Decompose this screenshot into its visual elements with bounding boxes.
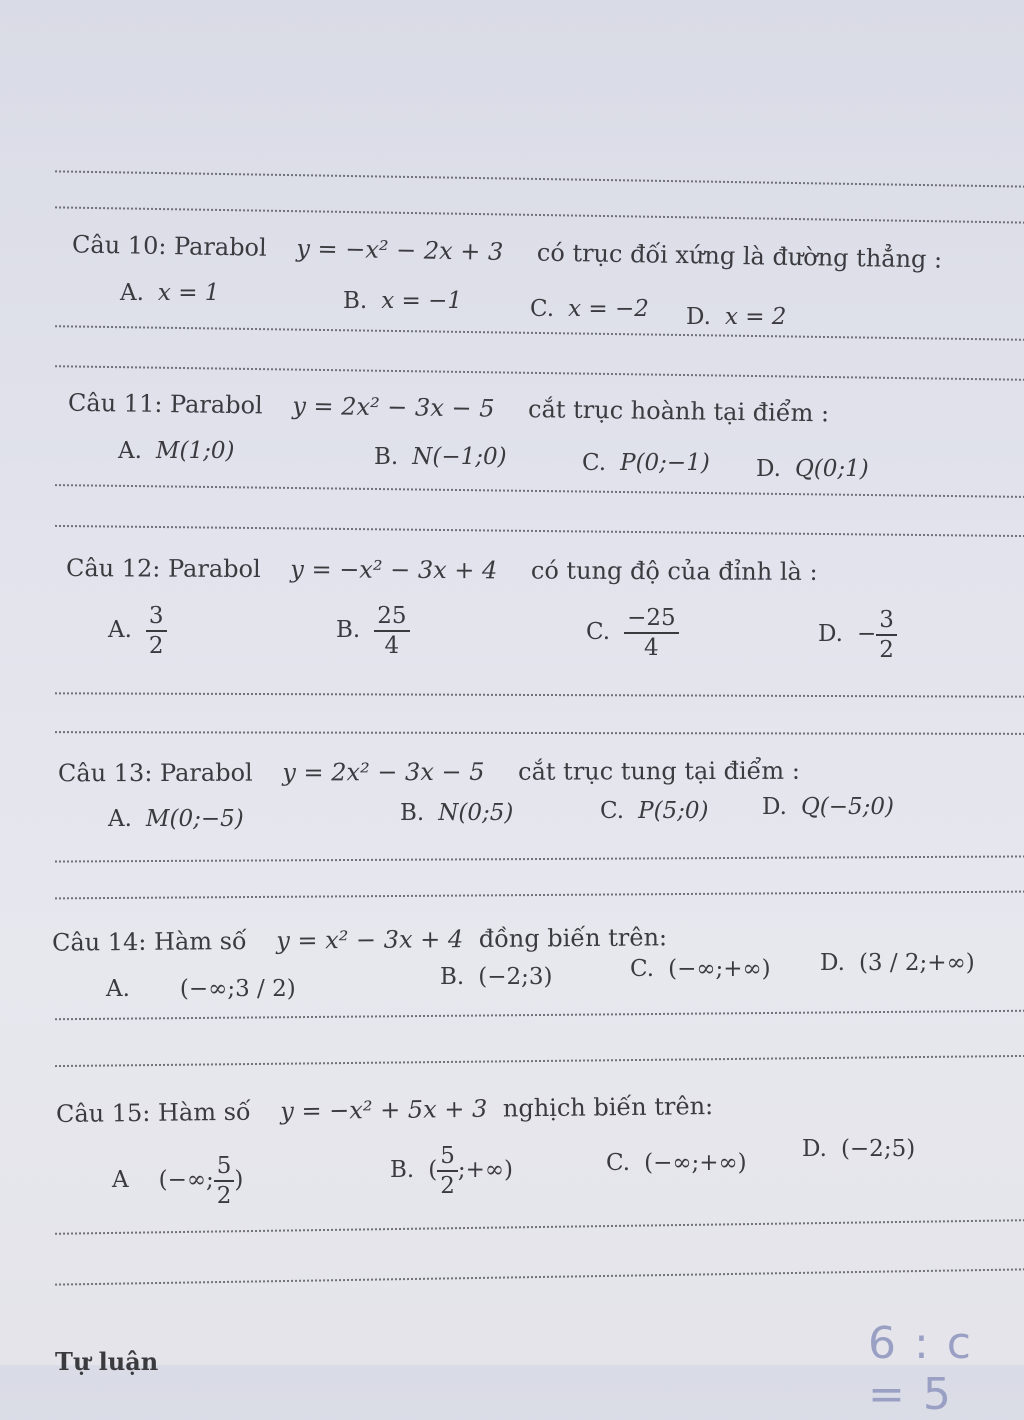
- question-15: [56, 1092, 713, 1128]
- option-b: B. N(−1;0): [374, 444, 507, 470]
- option-d: D. (−2;5): [802, 1136, 916, 1162]
- option-c: C. x = −2: [530, 296, 649, 322]
- answer-line: [55, 1219, 1024, 1235]
- fraction: $\frac{25}{4}$: [374, 602, 409, 660]
- option-a: A. M(0;−5): [108, 806, 244, 832]
- question-title: Câu 12: Parabol: [65, 554, 261, 584]
- question-title: Câu 10: Parabol: [71, 230, 267, 262]
- option-c: C. $\frac{-25}{4}$: [586, 604, 679, 662]
- question-title: Câu 15: Hàm số: [55, 1097, 251, 1129]
- question-formula: y = −x² + 5x + 3: [280, 1094, 488, 1126]
- question-11: [68, 389, 829, 428]
- option-c: C. P(5;0): [600, 798, 709, 824]
- answer-line: [55, 1010, 1024, 1020]
- question-text: đồng biến trên:: [478, 923, 668, 953]
- option-a: A. x = 1: [120, 280, 220, 306]
- option-b: B. $\frac{25}{4}$: [336, 602, 410, 660]
- handwritten-note: 6 : c = 5: [868, 1318, 973, 1420]
- option-d: D. − $\frac{3}{2}$: [818, 606, 897, 664]
- option-a: A (−∞; $\frac{5}{2}$ ): [112, 1153, 244, 1209]
- fraction: $\frac{3}{2}$: [876, 606, 897, 664]
- option-b: B. (−2;3): [440, 964, 553, 990]
- option-d: D. Q(0;1): [756, 456, 869, 482]
- question-text: có trục đối xứng là đường thẳng :: [536, 238, 943, 274]
- question-text: cắt trục hoành tại điểm :: [527, 395, 830, 428]
- question-title: Câu 14: Hàm số: [51, 926, 247, 957]
- section-heading: Tự luận: [55, 1347, 159, 1376]
- fraction: $\frac{5}{2}$: [437, 1142, 458, 1200]
- question-formula: y = x² − 3x + 4: [276, 925, 464, 955]
- option-b: B. N(0;5): [400, 800, 514, 826]
- answer-line: [55, 325, 1024, 341]
- question-text: nghịch biến trên:: [502, 1091, 714, 1123]
- answer-line: [55, 206, 1024, 223]
- option-a: A. (−∞;3 / 2): [106, 976, 296, 1002]
- answer-line: [55, 170, 1024, 187]
- option-d: D. x = 2: [686, 304, 787, 330]
- option-d: D. Q(−5;0): [762, 794, 895, 820]
- option-a: A. M(1;0): [118, 438, 235, 464]
- question-formula: y = −x² − 2x + 3: [296, 234, 504, 266]
- fraction: $\frac{-25}{4}$: [624, 604, 679, 662]
- answer-line: [55, 1055, 1024, 1067]
- question-title: Câu 13: Parabol: [57, 758, 253, 788]
- question-13: [58, 757, 800, 788]
- question-10: [72, 230, 943, 273]
- option-b: B. ( $\frac{5}{2}$ ;+∞): [390, 1143, 513, 1199]
- answer-line: [55, 731, 1024, 735]
- fraction: $\frac{5}{2}$: [214, 1152, 235, 1210]
- option-c: C. (−∞;+∞): [606, 1150, 747, 1176]
- answer-line: [55, 891, 1024, 900]
- question-formula: y = 2x² − 3x − 5: [282, 757, 485, 787]
- answer-line: [55, 692, 1024, 697]
- option-b: B. x = −1: [343, 288, 462, 314]
- option-c: C. P(0;−1): [582, 450, 710, 476]
- question-14: [52, 923, 667, 956]
- question-formula: y = 2x² − 3x − 5: [292, 391, 495, 423]
- option-d: D. (3 / 2;+∞): [820, 950, 975, 976]
- question-title: Câu 11: Parabol: [67, 388, 263, 420]
- answer-line: [55, 855, 1024, 862]
- fraction: $\frac{3}{2}$: [146, 602, 167, 660]
- option-a: A. $\frac{3}{2}$: [108, 602, 167, 660]
- answer-line: [55, 484, 1024, 498]
- question-text: có tung độ của đỉnh là :: [530, 556, 818, 586]
- question-text: cắt trục tung tại điểm :: [518, 756, 800, 786]
- answer-line: [55, 525, 1024, 537]
- answer-line: [55, 1268, 1024, 1285]
- question-formula: y = −x² − 3x + 4: [290, 555, 498, 585]
- option-c: C. (−∞;+∞): [630, 956, 771, 982]
- question-12: [66, 554, 818, 586]
- answer-line: [55, 365, 1024, 381]
